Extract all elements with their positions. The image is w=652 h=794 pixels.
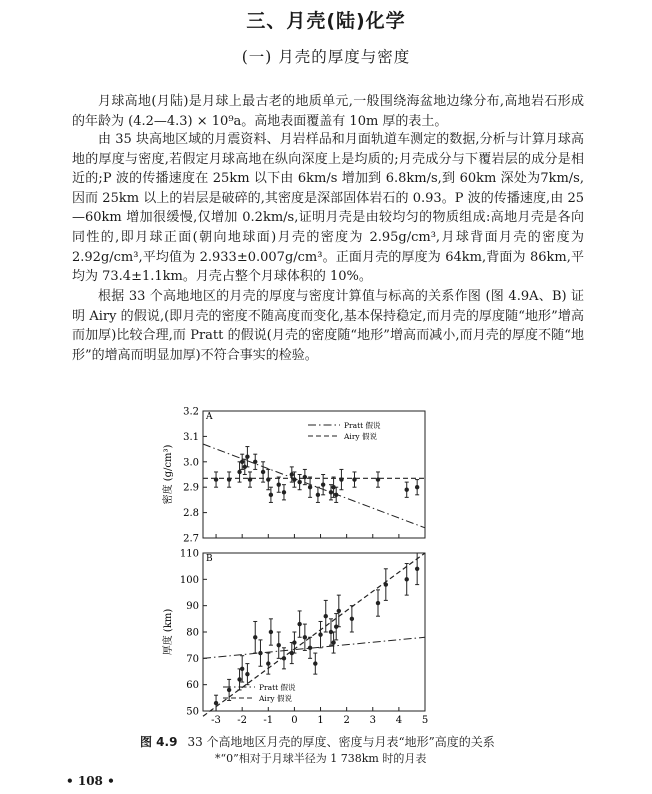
panel-b-data-point: [269, 630, 273, 634]
panel-b-frame: [203, 553, 425, 711]
panel-b-data-point: [240, 667, 244, 671]
panel-a-ytick-label: 3.2: [183, 406, 199, 418]
panel-b-ytick-label: 90: [186, 601, 199, 613]
panel-b-ytick-label: 100: [179, 574, 199, 586]
panel-b-ytick-label: 50: [186, 706, 199, 718]
panel-b-xtick-label: -2: [237, 715, 248, 726]
paragraph-3: 根据 33 个高地地区的月壳的厚度与密度计算值与标高的关系作图 (图 4.9A、B) 证明 Airy 的假说,(即月壳的密度不随高度而变化,基本保持稳定,而月壳的厚度随“地形”增高而加厚)比较合理,而 Pratt 的假说(月壳的密度随“地形”增高而减小,而月壳的厚度不随“地形”的增高而明显加厚)不符合事实的检验。: [72, 289, 584, 363]
panel-a-data-point: [303, 475, 307, 479]
panel-b-data-point: [292, 640, 296, 644]
panel-b-ytick-label: 110: [179, 548, 199, 560]
panel-a-pratt-line: [203, 444, 425, 528]
panel-a-legend-label-airy: Airy 假说: [344, 432, 378, 441]
paragraph-1: 月球高地(月陆)是月球上最古老的地质单元,一般围绕海盆地边缘分布,高地岩石形成的年龄为 (4.2—4.3) × 10⁹a。高地表面覆盖有 10m 厚的表土。: [72, 94, 584, 129]
panel-b-data-point: [415, 567, 419, 571]
panel-b-data-point: [303, 635, 307, 639]
panel-b-data-point: [318, 632, 322, 636]
panel-a-data-point: [266, 477, 270, 481]
panel-a-data-point: [308, 485, 312, 489]
panel-b-data-point: [331, 640, 335, 644]
panel-a-data-point: [297, 480, 301, 484]
panel-b-airy-line: [203, 553, 425, 716]
panel-a-ytick-label: 2.9: [183, 482, 199, 494]
panel-b-data-point: [282, 656, 286, 660]
panel-b-data-point: [324, 614, 328, 618]
panel-a-data-point: [290, 472, 294, 476]
panel-a-ytick-label: 2.7: [183, 533, 199, 545]
panel-a-ylabel: 密度 (g/cm³): [163, 444, 174, 505]
panel-a-data-point: [214, 477, 218, 481]
panel-b-data-point: [253, 635, 257, 639]
figure-4-9: [140, 393, 440, 731]
panel-a-data-point: [352, 477, 356, 481]
subsection-heading: (一) 月壳的厚度与密度: [241, 48, 411, 66]
panel-b-xtick-label: 0: [291, 715, 298, 726]
panel-a-data-point: [227, 477, 231, 481]
panel-b-data-point: [313, 661, 317, 665]
panel-b-xtick-label: 2: [343, 715, 350, 726]
panel-a-ytick-label: 3.0: [183, 457, 199, 469]
paragraph-2: 由 35 块高地区域的月震资料、月岩样品和月面轨道车测定的数据,分析与计算月球高地的厚度与密度,若假定月球高地在纵向深度上是均质的;月壳成分与下覆岩层的成分是相近的;P 波的传播速度在 25km 以下由 6km/s 增加到 6.8km/s,到 60km 深处为7km/s,因而 25km 以上的岩层是破碎的,其密度是深部固体岩石的 0.93。P 波的传播速度,由 25—60km 增加很缓慢,仅增加 0.2km/s,证明月壳是由较均匀的物质组成:高地月壳是各向同性的,即月球正面(朝向地球面)月壳的密度为 2.95g/cm³,月球背面月壳的密度为 2.92g/cm³,平均值为 2.933±0.007g/cm³。正面月壳的厚度为 64km,背面为 86km,平均为 73.4±1.1km。月壳占整个月球体积的 10%。: [72, 132, 584, 285]
figure-caption: [140, 733, 540, 750]
panel-b-data-point: [376, 601, 380, 605]
panel-b-data-point: [277, 643, 281, 647]
panel-a-label: A: [206, 412, 213, 422]
panel-b-xtick-label: 4: [395, 715, 403, 726]
panel-a-data-point: [277, 482, 281, 486]
panel-a-data-point: [321, 482, 325, 486]
panel-a-legend-label-pratt: Pratt 假说: [344, 421, 381, 430]
panel-b-data-point: [337, 609, 341, 613]
panel-b-xtick-label: -3: [211, 715, 221, 726]
panel-a-data-point: [376, 477, 380, 481]
panel-b-xtick-label: -1: [263, 715, 274, 726]
figure-footnote: *“0”相对于月球半径为 1 738km 时的月表: [215, 752, 427, 765]
panel-b-data-point: [245, 672, 249, 676]
panel-a-data-point: [292, 477, 296, 481]
figure-number: 图 4.9: [140, 735, 178, 749]
panel-b-xtick-label: 5: [421, 715, 429, 726]
panel-a-data-point: [405, 488, 409, 492]
panel-a-ytick-label: 2.8: [183, 508, 199, 520]
panel-b-data-point: [258, 651, 262, 655]
panel-b-legend-label-pratt: Pratt 假说: [259, 683, 296, 692]
panel-b-data-point: [214, 701, 218, 705]
panel-b-data-point: [237, 677, 241, 681]
panel-a-data-point: [240, 460, 244, 464]
panel-b-data-point: [266, 661, 270, 665]
panel-a-data-point: [261, 470, 265, 474]
panel-b-data-point: [384, 582, 388, 586]
panel-b-data-point: [350, 617, 354, 621]
panel-a-data-point: [329, 490, 333, 494]
panel-b-data-point: [308, 646, 312, 650]
panel-b-ylabel: 厚度 (km): [163, 608, 174, 656]
panel-a-data-point: [339, 477, 343, 481]
panel-b-xtick-label: 3: [369, 715, 376, 726]
panel-a-data-point: [253, 460, 257, 464]
panel-a-data-point: [248, 477, 252, 481]
figure-caption-text: 33 个高地地区月壳的厚度、密度与月表“地形”高度的关系: [187, 735, 495, 749]
panel-b-label: B: [206, 554, 213, 564]
panel-a-frame: [203, 411, 425, 538]
panel-b-xtick-label: 1: [317, 715, 324, 726]
panel-a-ytick-label: 3.1: [183, 431, 199, 443]
panel-a-data-point: [237, 470, 241, 474]
panel-a-data-point: [334, 493, 338, 497]
panel-b-ytick-label: 70: [186, 653, 199, 665]
panel-a-data-point: [269, 493, 273, 497]
panel-a-data-point: [282, 490, 286, 494]
panel-b-data-point: [227, 688, 231, 692]
panel-b-ytick-label: 60: [186, 680, 199, 692]
panel-a-data-point: [316, 493, 320, 497]
panel-b-ytick-label: 80: [186, 627, 199, 639]
page-number: • 108 •: [66, 774, 115, 788]
panel-b-pratt-line: [203, 637, 425, 658]
panel-b-legend-label-airy: Airy 假说: [259, 694, 293, 703]
panel-a-data-point: [245, 455, 249, 459]
panel-b-data-point: [297, 622, 301, 626]
panel-a-data-point: [415, 485, 419, 489]
section-heading: 三、月壳(陆)化学: [246, 10, 406, 32]
panel-b-data-point: [405, 577, 409, 581]
